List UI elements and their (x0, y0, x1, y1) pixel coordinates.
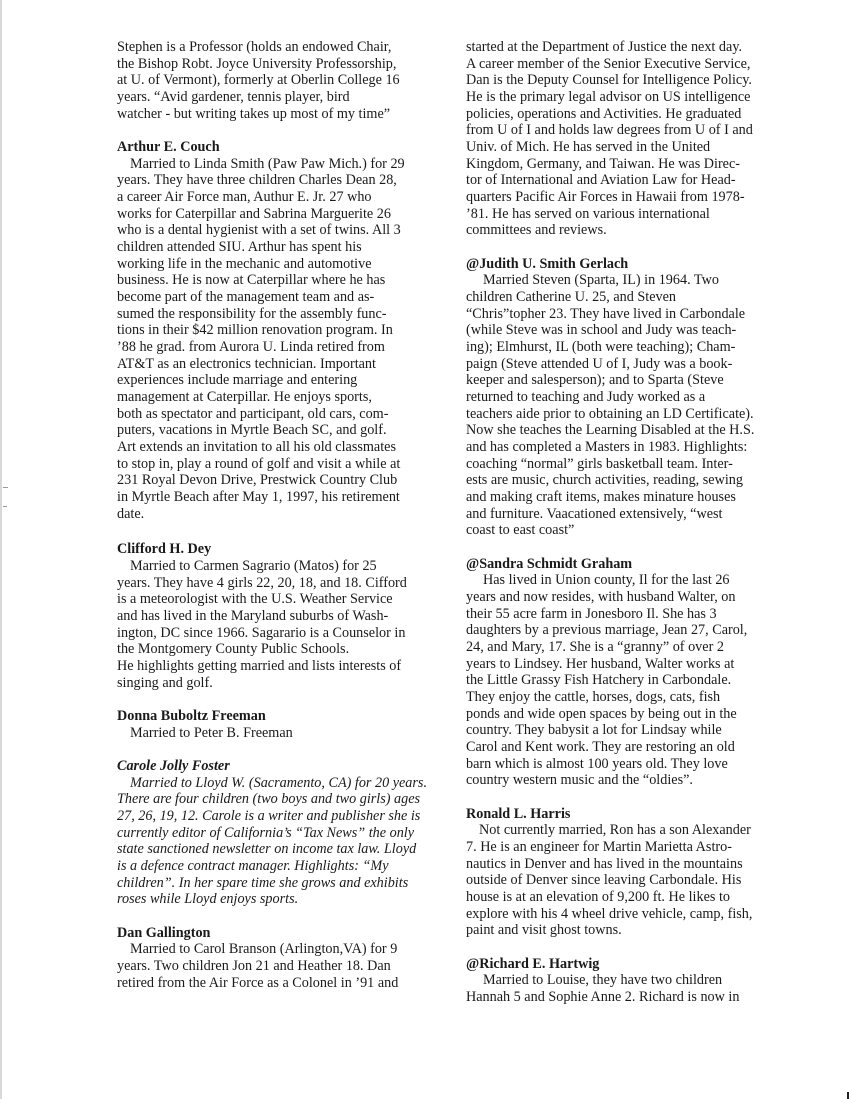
entry-line: coaching “normal” girls basketball team. Inter- (466, 456, 733, 472)
continuation-line: Kingdom, Germany, and Taiwan. He was Direc- (466, 156, 741, 172)
entry-line: years and now resides, with husband Walter, on (466, 589, 736, 605)
intro-line: watcher - but writing takes up most of my time” (117, 106, 391, 122)
entry-line: They enjoy the cattle, horses, dogs, cats, fish (466, 689, 721, 705)
entry-line: paign (Steve attended U of I, Judy was a book- (466, 356, 733, 372)
continuation-line: from U of I and holds law degrees from U of I and (466, 122, 753, 138)
entry-line: the Montgomery County Public Schools. (117, 641, 350, 657)
entry-line: and has completed a Masters in 1983. Highlights: (466, 439, 748, 455)
entry-line: explore with his 4 wheel drive vehicle, camp, fish, (466, 906, 753, 922)
entry-name: Ronald L. Harris (466, 806, 571, 822)
entry-line: currently editor of California’s “Tax News” the only (117, 825, 415, 841)
entry-name: @Richard E. Hartwig (466, 956, 600, 972)
entry-line: 7. He is an engineer for Martin Marietta Astro- (466, 839, 732, 855)
entry-line: Not currently married, Ron has a son Alexander (479, 822, 751, 838)
entry-line: their 55 acre farm in Jonesboro Il. She has 3 (466, 606, 717, 622)
entry-line: years to Lindsey. Her husband, Walter works at (466, 656, 735, 672)
intro-line: Stephen is a Professor (holds an endowed Chair, (117, 39, 392, 55)
entry-line: Has lived in Union county, Il for the last 26 (483, 572, 730, 588)
entry-line: keeper and salesperson); and to Sparta (Steve (466, 372, 724, 388)
entry-line: Married to Lloyd W. (Sacramento, CA) for 20 years. (130, 775, 427, 791)
entry-line: There are four children (two boys and two girls) ages (117, 791, 421, 807)
entry-line: Married to Louise, they have two children (483, 972, 723, 988)
scan-mark (3, 487, 8, 488)
entry-line: and furniture. Vaacationed extensively, “west (466, 506, 723, 522)
entry-line: business. He is now at Caterpillar where he has (117, 272, 386, 288)
entry-line: Hannah 5 and Sophie Anne 2. Richard is now in (466, 989, 740, 1005)
entry-line: years. They have 4 girls 22, 20, 18, and 18. Cifford (117, 575, 407, 591)
entry-line: daughters by a previous marriage, Jean 27, Carol, (466, 622, 748, 638)
entry-line: Married to Carmen Sagrario (Matos) for 25 (130, 558, 377, 574)
entry-line: state sanctioned newsletter on income tax law. Lloyd (117, 841, 417, 857)
entry-line: tions in their $42 million renovation program. In (117, 322, 393, 338)
entry-name: Arthur E. Couch (117, 139, 220, 155)
entry-line: become part of the management team and as- (117, 289, 375, 305)
entry-line: Married to Linda Smith (Paw Paw Mich.) for 29 (130, 156, 405, 172)
entry-line: sumed the responsibility for the assembly func- (117, 306, 387, 322)
entry-line: ington, DC since 1966. Sagarario is a Counselor in (117, 625, 406, 641)
entry-name: @Sandra Schmidt Graham (466, 556, 633, 572)
continuation-line: committees and reviews. (466, 222, 607, 238)
entry-line: children attended SIU. Arthur has spent his (117, 239, 362, 255)
continuation-line: He is the primary legal advisor on US intelligence (466, 89, 751, 105)
entry-line: a career Air Force man, Authur E. Jr. 27 who (117, 189, 372, 205)
entry-line: children”. In her spare time she grows and exhibits (117, 875, 409, 891)
entry-name: Dan Gallington (117, 925, 211, 941)
entry-line: 27, 26, 19, 12. Carole is a writer and publisher she is (117, 808, 421, 824)
entry-line: (while Steve was in school and Judy was teach- (466, 322, 737, 338)
entry-line: working life in the mechanic and automotive (117, 256, 372, 272)
continuation-line: quarters Pacific Air Forces in Hawaii from 1978- (466, 189, 745, 205)
entry-line: Married to Carol Branson (Arlington,VA) for 9 (130, 941, 398, 957)
entry-line: to stop in, play a round of golf and visit a while at (117, 456, 401, 472)
entry-line: date. (117, 506, 145, 522)
entry-line: roses while Lloyd enjoys sports. (117, 891, 299, 907)
entry-line: outside of Denver since leaving Carbondale. His (466, 872, 742, 888)
entry-line: coast to east coast” (466, 522, 575, 538)
entry-line: “Chris”topher 23. They have lived in Carbondale (466, 306, 746, 322)
entry-line: paint and visit ghost towns. (466, 922, 622, 938)
entry-line: in Myrtle Beach after May 1, 1997, his retirement (117, 489, 400, 505)
entry-line: house is at an elevation of 9,200 ft. He likes to (466, 889, 730, 905)
scan-mark (3, 506, 7, 507)
intro-line: the Bishop Robt. Joyce University Professorship, (117, 56, 397, 72)
continuation-line: Dan is the Deputy Counsel for Intelligence Policy. (466, 72, 752, 88)
entry-line: ests are music, church activities, reading, sewing (466, 472, 743, 488)
entry-line: is a defence contract manager. Highlights: “My (117, 858, 389, 874)
entry-line: the Little Grassy Fish Hatchery in Carbondale. (466, 672, 732, 688)
continuation-line: A career member of the Senior Executive Service, (466, 56, 751, 72)
entry-line: ponds and wide open spaces by being out in the (466, 706, 737, 722)
entry-line: children Catherine U. 25, and Steven (466, 289, 676, 305)
continuation-line: ’81. He has served on various international (466, 206, 710, 222)
entry-line: AT&T as an electronics technician. Important (117, 356, 376, 372)
entry-line: puters, vacations in Myrtle Beach SC, and golf. (117, 422, 387, 438)
entry-line: and making craft items, makes minature houses (466, 489, 736, 505)
intro-line: at U. of Vermont), formerly at Oberlin College 16 (117, 72, 400, 88)
entry-line: Art extends an invitation to all his old classmates (117, 439, 396, 455)
entry-line: retired from the Air Force as a Colonel in ’91 and (117, 975, 399, 991)
entry-line: and has lived in the Maryland suburbs of Wash- (117, 608, 389, 624)
entry-line: singing and golf. (117, 675, 213, 691)
entry-line: nautics in Denver and has lived in the mountains (466, 856, 743, 872)
continuation-line: policies, operations and Activities. He graduated (466, 106, 742, 122)
entry-line: country western music and the “oldies”. (466, 772, 693, 788)
entry-line: Married Steven (Sparta, IL) in 1964. Two (483, 272, 719, 288)
entry-line: Carol and Kent work. They are restoring an old (466, 739, 735, 755)
entry-line: who is a dental hygienist with a set of twins. All 3 (117, 222, 401, 238)
entry-line: barn which is almost 100 years old. They love (466, 756, 728, 772)
entry-line: ’88 he grad. from Aurora U. Linda retired from (117, 339, 385, 355)
entry-line: 231 Royal Devon Drive, Prestwick Country Club (117, 472, 398, 488)
entry-line: works for Caterpillar and Sabrina Marguerite 26 (117, 206, 391, 222)
entry-line: country. They babysit a lot for Lindsay while (466, 722, 722, 738)
entry-line: He highlights getting married and lists interests of (117, 658, 402, 674)
entry-line: years. They have three children Charles Dean 28, (117, 172, 397, 188)
entry-line: experiences include marriage and entering (117, 372, 358, 388)
entry-line: ing); Elmhurst, IL (both were teaching); Cham- (466, 339, 736, 355)
entry-line: returned to teaching and Judy worked as a (466, 389, 706, 405)
continuation-line: tor of International and Aviation Law for Head- (466, 172, 736, 188)
entry-line: both as spectator and participant, old cars, com- (117, 406, 389, 422)
intro-line: years. “Avid gardener, tennis player, bird (117, 89, 350, 105)
continuation-line: Univ. of Mich. He has served in the United (466, 139, 711, 155)
entry-name: Donna Buboltz Freeman (117, 708, 266, 724)
entry-name: Clifford H. Dey (117, 541, 212, 557)
page-scan-edge (0, 0, 2, 1099)
entry-line: teachers aide prior to obtaining an LD Certificate). (466, 406, 754, 422)
entry-line: Married to Peter B. Freeman (130, 725, 293, 741)
entry-name: Carole Jolly Foster (117, 758, 230, 774)
entry-line: Now she teaches the Learning Disabled at the H.S. (466, 422, 755, 438)
entry-line: 24, and Mary, 17. She is a “granny” of over 2 (466, 639, 724, 655)
continuation-line: started at the Department of Justice the next day. (466, 39, 743, 55)
entry-name: @Judith U. Smith Gerlach (466, 256, 629, 272)
entry-line: years. Two children Jon 21 and Heather 18. Dan (117, 958, 391, 974)
entry-line: is a meteorologist with the U.S. Weather Service (117, 591, 393, 607)
scan-mark (847, 1092, 849, 1099)
entry-line: management at Caterpillar. He enjoys sports, (117, 389, 372, 405)
